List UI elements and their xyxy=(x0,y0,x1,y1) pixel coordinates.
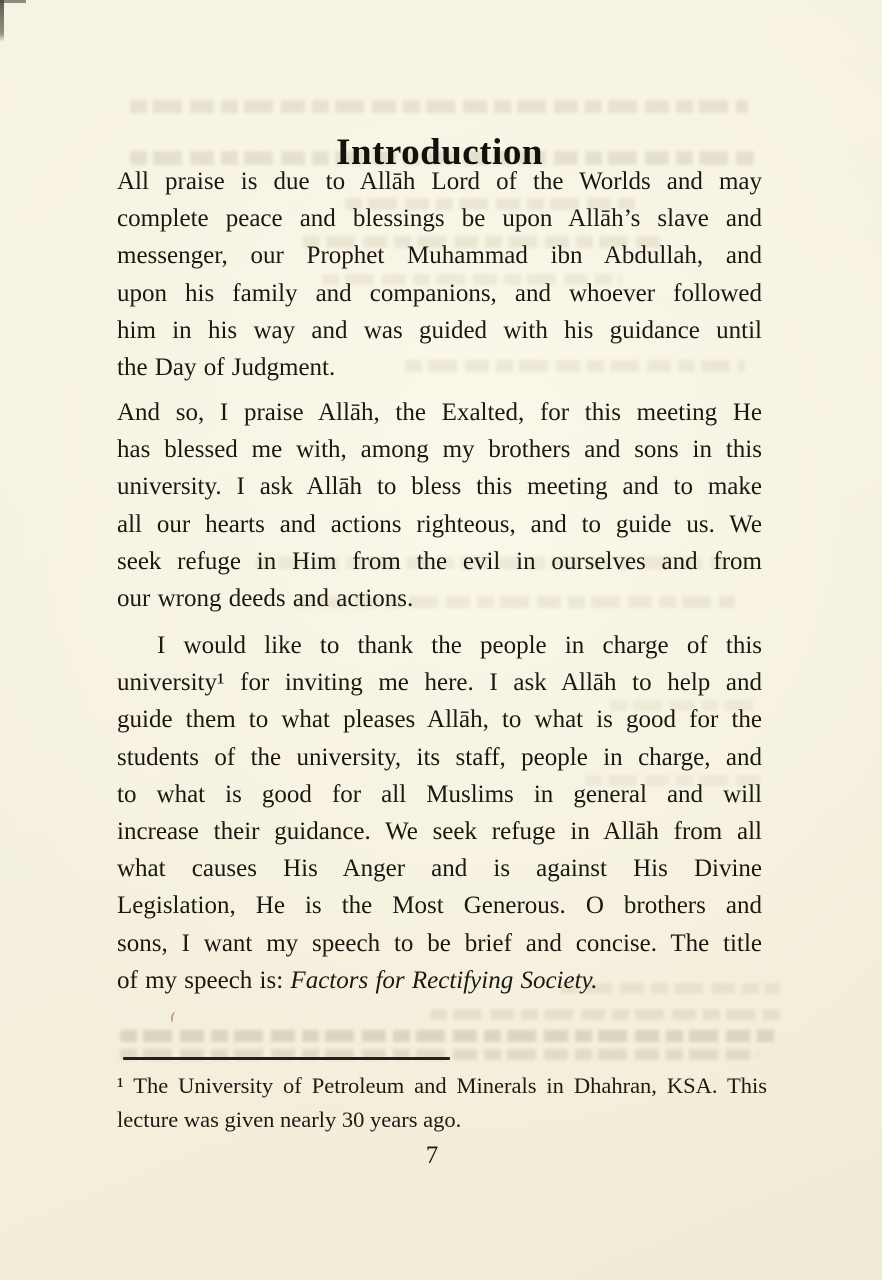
text-line: And so, I praise Allāh, the Exalted, for this meeting He xyxy=(117,399,762,426)
body-paragraph xyxy=(117,394,762,617)
speech-title-lead-in: of my speech is: xyxy=(117,966,291,994)
text-line: students of the university, its staff, people in charge, and xyxy=(117,743,762,771)
text-line: to what is good for all Muslims in general and will xyxy=(117,780,762,808)
footnote-separator xyxy=(123,1057,450,1060)
text-line: guide them to what pleases Allāh, to what is good for the xyxy=(117,706,762,734)
text-line xyxy=(117,962,762,999)
bleedthrough-text-line xyxy=(120,1030,775,1042)
body-paragraph xyxy=(117,627,762,999)
bleedthrough-text-line xyxy=(430,1009,780,1020)
text-line: Legislation, He is the Most Generous. O brothers and xyxy=(117,892,762,920)
text-line: what causes His Anger and is against His Divine xyxy=(117,855,762,883)
text-line: complete peace and blessings be upon Allāh’s slave and xyxy=(117,205,762,233)
text-line: All praise is due to Allāh Lord of the Worlds and may xyxy=(117,168,762,195)
page-number: 7 xyxy=(425,1142,439,1169)
scan-edge-artifact xyxy=(0,0,26,3)
text-line: university. I ask Allāh to bless this meeting and to make xyxy=(117,473,762,501)
chapter-title: Introduction xyxy=(336,131,543,173)
scan-speckle xyxy=(170,1011,179,1023)
text-line: increase their guidance. We seek refuge in Allāh from all xyxy=(117,818,762,846)
text-line: university¹ for inviting me here. I ask Allāh to help and xyxy=(117,669,762,697)
text-line: has blessed me with, among my brothers and sons in this xyxy=(117,436,762,464)
text-line: sons, I want my speech to be brief and concise. The title xyxy=(117,929,762,957)
text-line: seek refuge in Him from the evil in ourselves and from xyxy=(117,547,762,575)
text-line: I would like to thank the people in charge of this xyxy=(157,632,762,659)
text-line: him in his way and was guided with his guidance until xyxy=(117,316,762,344)
bleedthrough-text-line xyxy=(130,100,748,113)
text-line: ¹ The University of Petroleum and Minerals in Dhahran, KSA. This xyxy=(117,1073,767,1098)
text-line: lecture was given nearly 30 years ago. xyxy=(117,1107,462,1132)
footnote xyxy=(117,1069,767,1137)
scan-edge-artifact xyxy=(0,0,4,42)
text-line: messenger, our Prophet Muhammad ibn Abdullah, and xyxy=(117,242,762,270)
text-line: all our hearts and actions righteous, and to guide us. We xyxy=(117,510,762,538)
speech-title-italic: Factors for Rectifying Society. xyxy=(290,966,598,994)
text-line: upon his family and companions, and whoever followed xyxy=(117,279,762,307)
text-line: our wrong deeds and actions. xyxy=(117,585,414,613)
body-paragraph xyxy=(117,163,762,386)
text-line: the Day of Judgment. xyxy=(117,354,336,382)
